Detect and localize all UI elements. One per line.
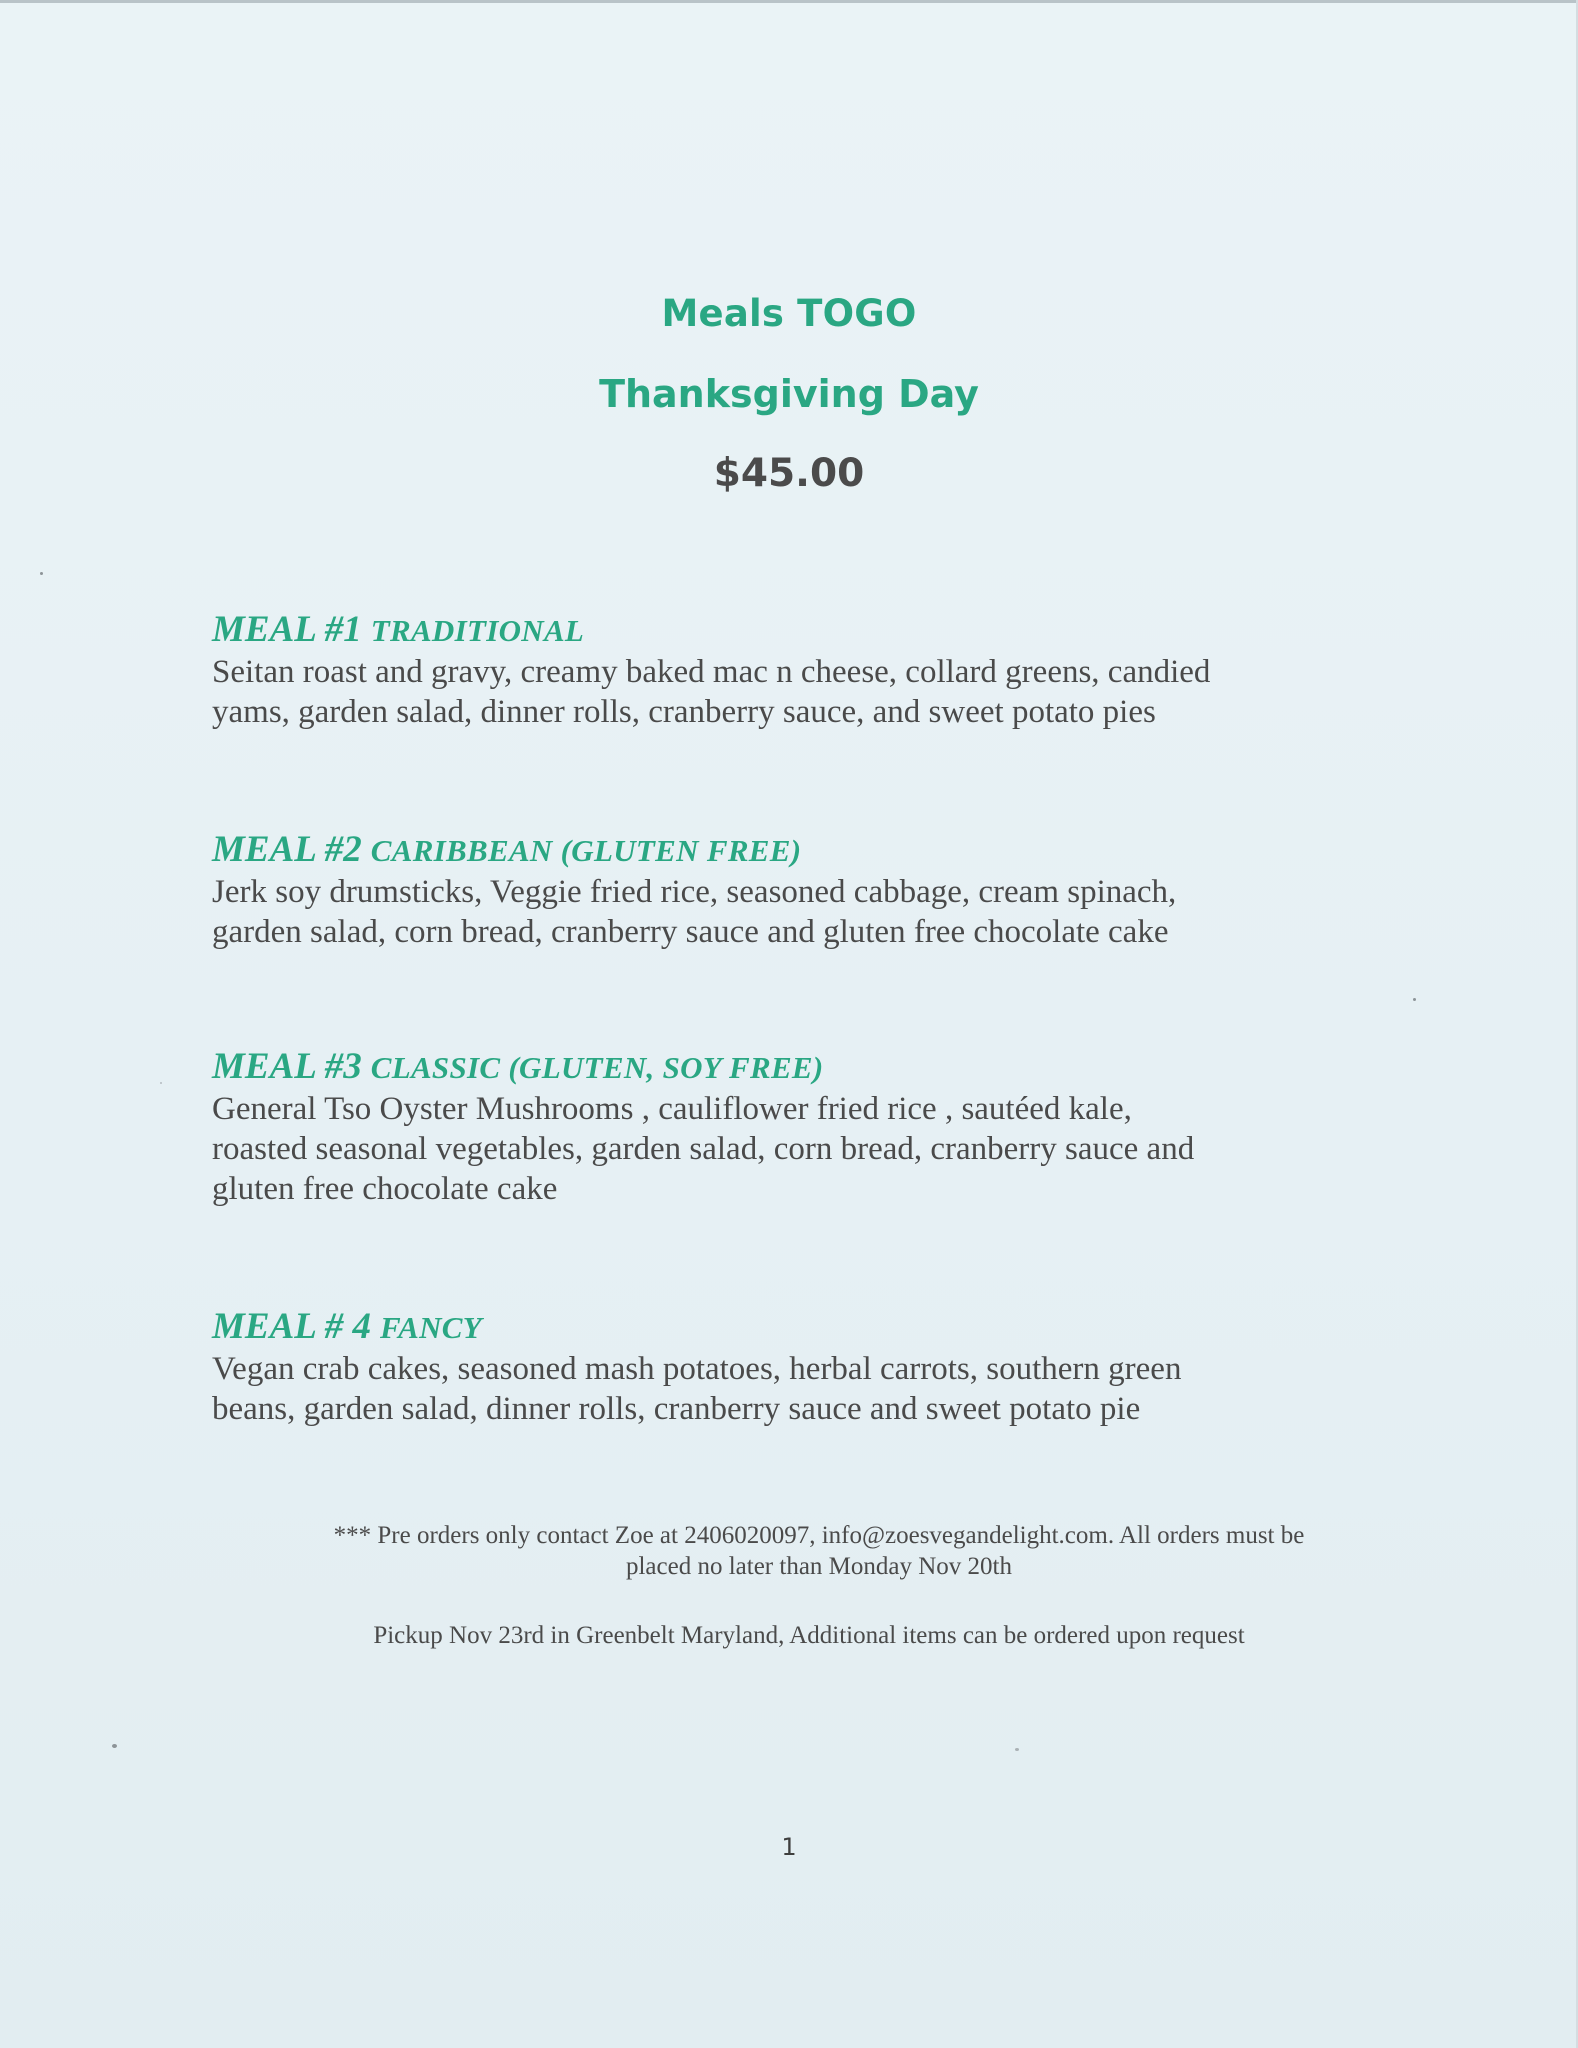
- meal-heading: [212, 828, 1412, 872]
- meal-section-4: [212, 1305, 1412, 1429]
- page-top-edge: [0, 0, 1578, 3]
- meal-section-2: [212, 828, 1412, 952]
- meal-description-line: gluten free chocolate cake: [212, 1171, 558, 1207]
- page-number: 1: [781, 1833, 797, 1861]
- preorder-note-line: placed no later than Monday Nov 20th: [625, 1553, 1012, 1580]
- paper-speck: [112, 1744, 117, 1748]
- meal-description-line: yams, garden salad, dinner rolls, cranberry sauce, and sweet potato pies: [212, 694, 1156, 730]
- meal-description-line: beans, garden salad, dinner rolls, cranberry sauce and sweet potato pie: [212, 1391, 1141, 1427]
- meal-section-1: [212, 608, 1412, 732]
- meal-number: MEAL #1: [212, 609, 362, 650]
- meal-name: CLASSIC (GLUTEN, SOY FREE): [370, 1050, 824, 1085]
- meal-description: [212, 1349, 1412, 1429]
- meal-number: MEAL #3: [212, 1046, 362, 1087]
- meal-name: TRADITIONAL: [370, 613, 585, 648]
- meal-description-line: Vegan crab cakes, seasoned mash potatoes, herbal carrots, southern green: [212, 1351, 1182, 1387]
- pickup-note: Pickup Nov 23rd in Greenbelt Maryland, Additional items can be ordered upon request: [373, 1622, 1245, 1649]
- menu-title: Meals TOGO: [661, 292, 917, 335]
- meal-heading: [212, 1045, 1412, 1089]
- meal-section-3: [212, 1045, 1412, 1209]
- menu-subtitle: Thanksgiving Day: [599, 372, 979, 416]
- paper-speck: [1413, 998, 1416, 1001]
- paper-speck: [160, 1082, 162, 1084]
- paper-speck: [1015, 1748, 1019, 1751]
- paper-speck: [40, 572, 43, 575]
- meal-name: CARIBBEAN (GLUTEN FREE): [370, 833, 802, 868]
- meal-heading: [212, 608, 1412, 652]
- meal-number: MEAL #2: [212, 829, 362, 870]
- meal-heading: [212, 1305, 1412, 1349]
- meal-description-line: roasted seasonal vegetables, garden salad, corn bread, cranberry sauce and: [212, 1131, 1195, 1167]
- meal-description: [212, 872, 1412, 952]
- meal-description-line: Seitan roast and gravy, creamy baked mac n cheese, collard greens, candied: [212, 654, 1211, 690]
- meal-description: [212, 652, 1412, 732]
- meal-description: [212, 1089, 1412, 1209]
- preorder-note-line: *** Pre orders only contact Zoe at 2406020097, info@zoesvegandelight.com. All orders must be: [333, 1522, 1305, 1549]
- menu-price: $45.00: [713, 451, 865, 496]
- meal-description-line: General Tso Oyster Mushrooms , cauliflower fried rice , sautéed kale,: [212, 1091, 1132, 1127]
- meal-description-line: Jerk soy drumsticks, Veggie fried rice, seasoned cabbage, cream spinach,: [212, 874, 1177, 910]
- meal-description-line: garden salad, corn bread, cranberry sauce and gluten free chocolate cake: [212, 914, 1169, 950]
- meal-number: MEAL # 4: [212, 1306, 371, 1347]
- meal-name: FANCY: [379, 1310, 482, 1345]
- preorder-note: [30, 1520, 1578, 1582]
